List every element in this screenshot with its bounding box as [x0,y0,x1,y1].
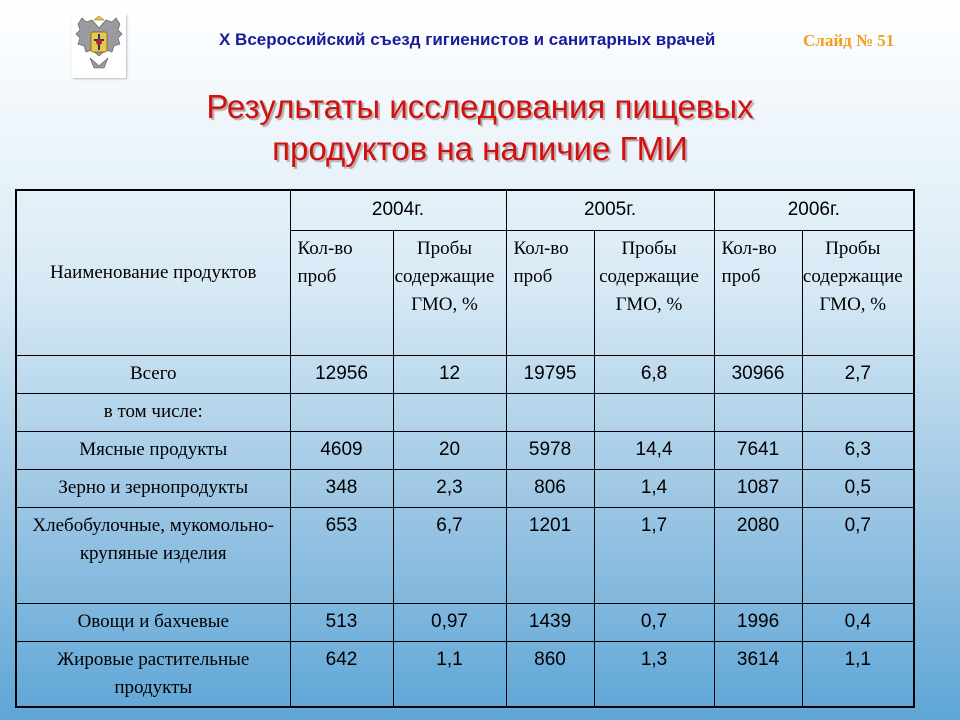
table-row [16,507,914,603]
count-2005: 806 [506,469,594,507]
gmo-percent-2006: 6,3 [802,431,914,469]
count-2004: 653 [290,507,393,603]
gmo-percent-2006: 0,4 [802,603,914,641]
slide-title-line1: Результаты исследования пищевых [206,88,754,125]
count-2004: 4609 [290,431,393,469]
gmo-percent-2004 [393,393,506,431]
table-row [16,641,914,707]
gmo-percent-2006: 0,5 [802,469,914,507]
count-2006: 30966 [714,355,802,393]
slide-title-line2: продуктов на наличие ГМИ [272,130,688,167]
table-row [16,393,914,431]
count-2005 [506,393,594,431]
product-name: Хлебобулочные, мукомольно-крупяные изделия [16,507,290,603]
gmo-percent-2005: 6,8 [594,355,714,393]
product-name: Овощи и бахчевые [16,603,290,641]
gmo-percent-2005: 1,4 [594,469,714,507]
eagle-emblem-icon [72,14,126,78]
count-2005: 1439 [506,603,594,641]
count-2005: 860 [506,641,594,707]
gmo-percent-2005: 1,3 [594,641,714,707]
product-name: в том числе: [16,393,290,431]
count-header-2006: Кол-во проб [714,230,802,355]
count-2006: 1087 [714,469,802,507]
count-2006: 3614 [714,641,802,707]
gmo-percent-2004: 0,97 [393,603,506,641]
gmo-percent-2006: 2,7 [802,355,914,393]
gmo-percent-2005: 14,4 [594,431,714,469]
product-name: Всего [16,355,290,393]
table-row [16,469,914,507]
year-2004-header: 2004г. [290,190,506,230]
product-name: Зерно и зернопродукты [16,469,290,507]
count-2006: 2080 [714,507,802,603]
count-2005: 19795 [506,355,594,393]
year-2006-header: 2006г. [714,190,914,230]
count-header-2005: Кол-во проб [506,230,594,355]
count-2004: 348 [290,469,393,507]
gmo-percent-2004: 6,7 [393,507,506,603]
count-2005: 1201 [506,507,594,603]
gmo-percent-2004: 20 [393,431,506,469]
product-name: Мясные продукты [16,431,290,469]
count-2004: 513 [290,603,393,641]
emblem-logo [72,14,126,78]
count-header-2004: Кол-во проб [290,230,393,355]
table-row [16,431,914,469]
gmo-header-2006: Пробы содержащие ГМО, % [802,230,914,355]
gmo-percent-2005: 0,7 [594,603,714,641]
table-row [16,355,914,393]
count-2006 [714,393,802,431]
gmo-results-table [15,189,915,708]
gmo-percent-2004: 2,3 [393,469,506,507]
gmo-percent-2006 [802,393,914,431]
gmo-percent-2006: 0,7 [802,507,914,603]
products-name-header: Наименование продуктов [16,190,290,355]
product-name: Жировые растительные продукты [16,641,290,707]
gmo-percent-2004: 12 [393,355,506,393]
slide-title [0,86,960,170]
year-header-row [16,190,914,230]
conference-title: X Всероссийский съезд гигиенистов и санитарных врачей [219,30,716,49]
gmo-header-2004: Пробы содержащие ГМО, % [393,230,506,355]
slide-number: Слайд № 51 [803,31,895,50]
count-2004: 642 [290,641,393,707]
gmo-header-2005: Пробы содержащие ГМО, % [594,230,714,355]
count-2006: 7641 [714,431,802,469]
gmo-percent-2005 [594,393,714,431]
count-2004: 12956 [290,355,393,393]
count-2005: 5978 [506,431,594,469]
count-2006: 1996 [714,603,802,641]
year-2005-header: 2005г. [506,190,714,230]
gmo-percent-2005: 1,7 [594,507,714,603]
gmo-percent-2006: 1,1 [802,641,914,707]
gmo-percent-2004: 1,1 [393,641,506,707]
table-row [16,603,914,641]
count-2004 [290,393,393,431]
